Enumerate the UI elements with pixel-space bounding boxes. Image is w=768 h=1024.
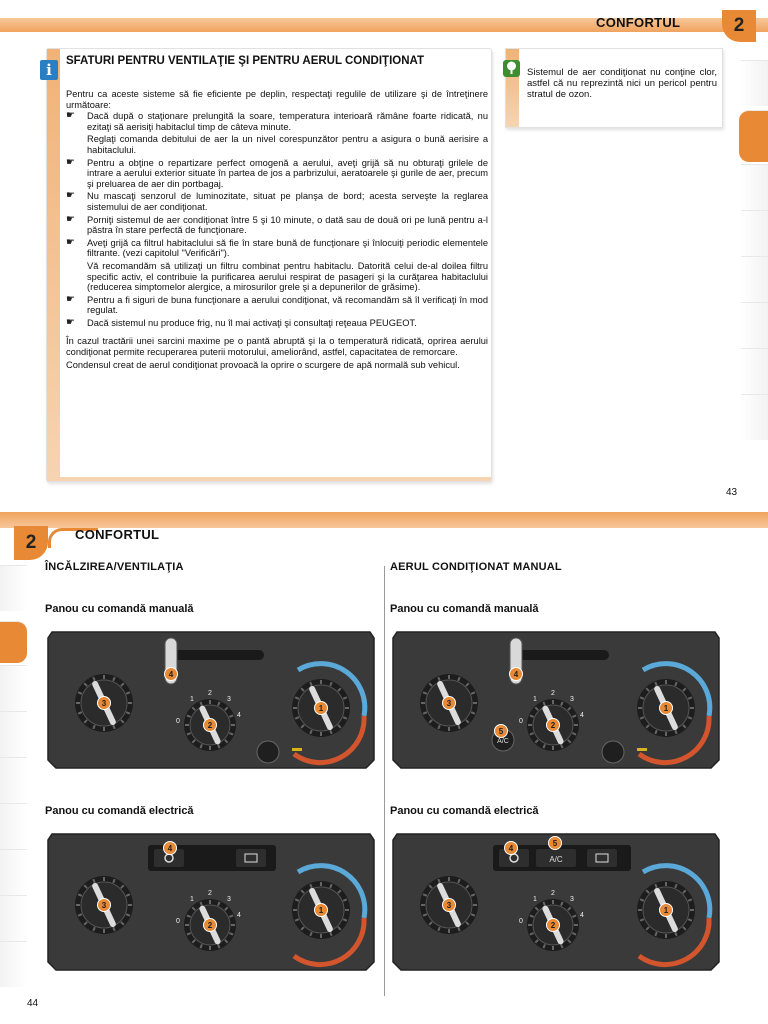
svg-text:4: 4 [513,670,519,679]
svg-text:3: 3 [101,699,107,708]
advice-intro: Pentru ca aceste sisteme să fie eficiente pe deplin, respectaţi regulile de utilizare şi de întreţinere următoare: [66,89,488,110]
advice-content [66,89,488,370]
ac-manual-panel [391,628,721,770]
svg-text:2: 2 [207,921,213,930]
callout-1 [660,702,673,715]
tree-icon [503,60,520,77]
pointing-hand-icon: ☛ [66,316,75,328]
advice-paragraph: În cazul tractării unei sarcini maxime pe o pantă abruptă şi la o temperatură ridicată, oprirea aerului condiţionat permite recuperarea puterii motorului, ameliorând, astfel, capacitatea de remorcare. [66,336,488,358]
svg-text:1: 1 [318,906,324,915]
column-divider [384,566,385,996]
index-tab [0,665,27,711]
ac-button-label: A/C [549,855,563,864]
pointing-hand-icon: ☛ [66,236,75,248]
index-tab [0,711,27,757]
fan-label-3: 3 [570,896,574,903]
advice-item: ☛ Aveţi grijă ca filtrul habitaclului să fie în stare bună de funcţionare şi înlocuiţi periodic elementele filtrante. (vezi capitolul "Verificări"). [66,236,488,259]
index-tab [741,302,768,348]
fan-label-4: 4 [237,912,241,919]
advice-paragraph: Condensul creat de aerul condiţionat provoacă la oprire o scurgere de apă normală sub vehicul. [66,359,460,370]
svg-text:2: 2 [207,721,213,730]
chapter-tab: 2 [722,10,756,42]
fan-label-3: 3 [227,896,231,903]
svg-text:4: 4 [168,670,174,679]
index-tab [741,256,768,302]
advice-title: SFATURI PENTRU VENTILAŢIE ŞI PENTRU AERUL CONDIŢIONAT [66,55,424,67]
callout-3 [443,697,456,710]
pointing-hand-icon: ☛ [66,156,75,168]
index-tab [741,164,768,210]
indicator-lamp [292,748,302,751]
fan-label-0: 0 [176,918,180,925]
rear-defrost-button[interactable] [587,849,617,867]
page-number: 43 [726,487,738,498]
recirculation-slot [168,650,264,660]
callout-1 [315,702,328,715]
heating-electric-panel [46,830,376,972]
manual-panel-label: Panou cu comandă manuală [390,603,539,615]
fan-label-1: 1 [533,696,537,703]
advice-item: ☛ Pentru a fi siguri de buna funcţionare a aerului condiţionat, vă recomandăm să îl verificaţi în mod regulat. [66,293,488,316]
fan-label-3: 3 [570,696,574,703]
index-tab [741,348,768,394]
heating-manual-panel [46,628,376,770]
rear-defrost-button[interactable] [236,849,266,867]
svg-text:5: 5 [552,839,558,848]
pointing-hand-icon: ☛ [66,110,75,122]
chapter-index-tabs-left [0,565,27,995]
rear-defrost-button[interactable] [257,741,279,763]
svg-text:1: 1 [663,906,669,915]
svg-text:4: 4 [167,844,173,853]
callout-4 [165,668,178,681]
callout-4 [510,668,523,681]
heating-title: ÎNCĂLZIREA/VENTILAŢIA [45,561,184,573]
electric-panel-label: Panou cu comandă electrică [390,805,539,817]
fan-label-1: 1 [190,696,194,703]
svg-text:1: 1 [318,704,324,713]
callout-5 [495,725,508,738]
svg-text:2: 2 [550,921,556,930]
recirculation-slot [513,650,609,660]
advice-item: ☛ Porniţi sistemul de aer condiţionat între 5 şi 10 minute, o dată sau de două ori pe lună pentru a-l păstra în stare perfectă de funcţionare. [66,213,488,236]
header-title: CONFORTUL [596,15,681,30]
ac-title: AERUL CONDIŢIONAT MANUAL [390,561,562,573]
callout-3 [98,697,111,710]
index-tab [0,803,27,849]
header-bar [0,512,768,528]
advice-item: ☛ Dacă sistemul nu produce frig, nu îl mai activaţi şi consultaţi reţeaua PEUGEOT. [66,316,417,328]
advice-box-bottom [47,477,491,481]
advice-subitem: Reglaţi comanda debitului de aer la un nivel corespunzător pentru a asigura o bună aerisire a habitaclului. [87,134,488,155]
advice-item: ☛ Dacă după o staţionare prelungită la soare, temperatura interioară rămâne foarte ridicată, nu ezitaţi să aerisiţi habitaclul timp de câteva minute. [66,110,488,132]
rear-defrost-button[interactable] [602,741,624,763]
callout-1 [315,904,328,917]
bottom-page-header [0,512,768,552]
callout-2 [204,719,217,732]
page-number: 44 [27,998,39,1009]
svg-text:3: 3 [446,699,452,708]
info-icon: i [40,60,58,80]
pointing-hand-icon: ☛ [66,213,75,225]
ac-button-label: A/C [497,738,509,745]
index-tab [741,394,768,440]
fan-label-3: 3 [227,696,231,703]
svg-text:1: 1 [663,704,669,713]
callout-5 [549,837,562,850]
callout-3 [98,899,111,912]
fan-label-2: 2 [208,690,212,697]
index-tab [0,849,27,895]
advice-subitem: Vă recomandăm să utilizaţi un filtru combinat pentru habitaclu. Datorită celui de-al doilea filtru specific activ, el contribuie la purificarea aerului respirat de pasageri şi la curăţarea habitaclului (reducerea simptomelor alergice, a mirosurilor grele şi a depunerilor de grăsime). [87,260,488,293]
pointing-hand-icon: ☛ [66,293,75,305]
advice-item: ☛ Nu mascaţi senzorul de luminozitate, situat pe planşa de bord; acesta serveşte la reglarea sistemului de aer condiţionat. [66,190,488,212]
fan-label-4: 4 [580,912,584,919]
fan-label-1: 1 [190,896,194,903]
svg-text:3: 3 [446,901,452,910]
advice-box-bar [47,49,60,481]
electric-panel-label: Panou cu comandă electrică [45,805,194,817]
callout-3 [443,899,456,912]
fan-label-1: 1 [533,896,537,903]
chapter-index-tabs-right [741,60,768,460]
fan-label-4: 4 [580,712,584,719]
top-page-header [0,0,768,40]
callout-2 [547,719,560,732]
fan-label-4: 4 [237,712,241,719]
callout-4 [164,842,177,855]
svg-text:5: 5 [498,727,504,736]
chapter-tab: 2 [14,526,48,560]
index-tab [741,60,768,106]
callout-2 [204,919,217,932]
svg-text:2: 2 [550,721,556,730]
fan-label-0: 0 [519,918,523,925]
index-tab [0,895,27,941]
fan-label-0: 0 [176,718,180,725]
manual-panel-label: Panou cu comandă manuală [45,603,194,615]
index-tab [0,565,27,611]
header-title: CONFORTUL [75,527,160,542]
ac-electric-panel [391,830,721,972]
eco-text: Sistemul de aer condiţionat nu conţine clor, astfel că nu reprezintă nici un pericol pentru stratul de ozon. [527,67,717,100]
svg-text:4: 4 [508,844,514,853]
fan-label-2: 2 [551,690,555,697]
callout-1 [660,904,673,917]
fan-label-2: 2 [208,890,212,897]
index-tab [741,210,768,256]
index-tab-active [739,110,768,162]
fan-label-0: 0 [519,718,523,725]
index-tab-active [0,621,27,663]
index-tab [0,941,27,987]
advice-item: ☛ Pentru a obţine o repartizare perfect omogenă a aerului, aveţi grijă să nu obturaţi grilele de intrare a aerului exterior situate în partea de jos a parbrizului, aeratoarele şi gurile de aer, precum şi preluarea de aer din portbagaj. [66,156,488,189]
callout-2 [547,919,560,932]
pointing-hand-icon: ☛ [66,190,75,202]
fan-label-2: 2 [551,890,555,897]
index-tab [0,757,27,803]
svg-text:3: 3 [101,901,107,910]
indicator-lamp [637,748,647,751]
callout-4 [505,842,518,855]
